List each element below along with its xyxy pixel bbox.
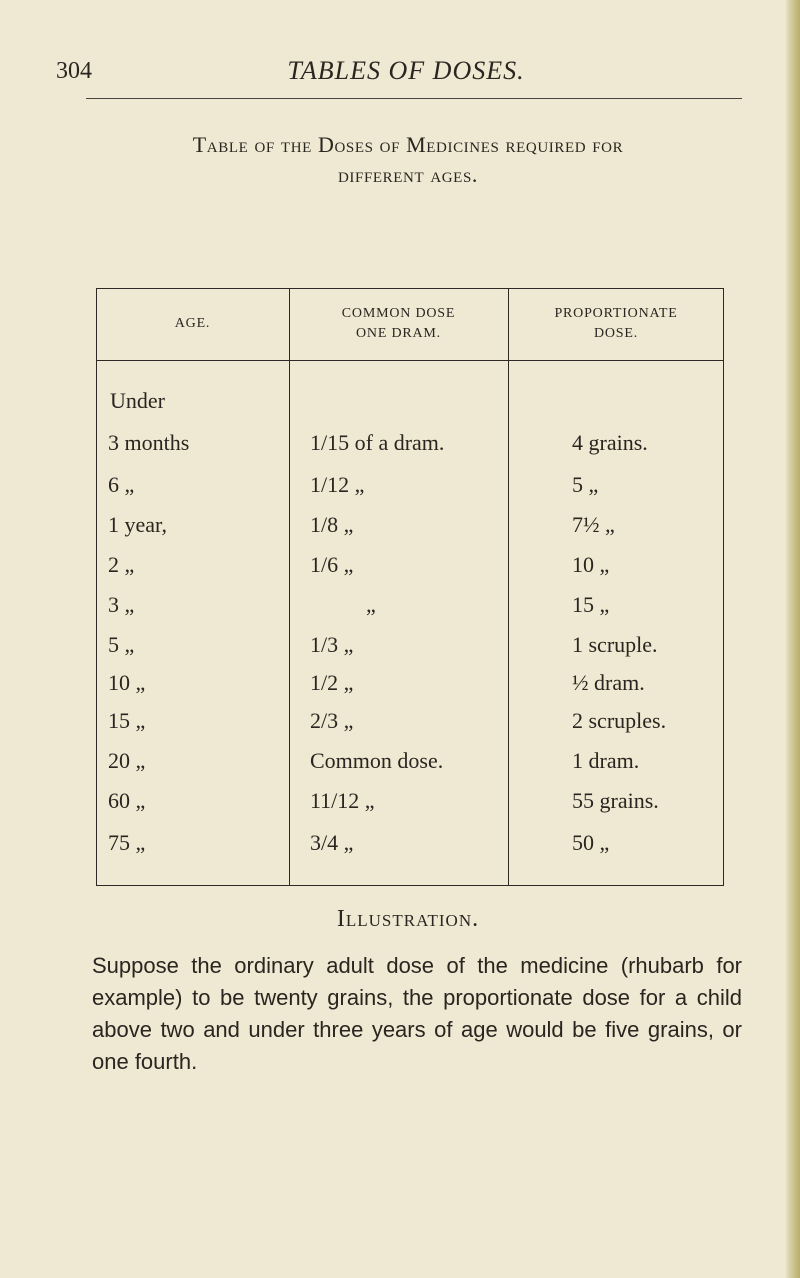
common-dose-cell: 1/15 of a dram. xyxy=(310,430,445,455)
common-dose-cell: Common dose. xyxy=(310,748,444,773)
age-cell: 60 „ xyxy=(108,788,146,813)
common-dose-cell: 11/12 „ xyxy=(310,788,375,813)
common-dose-cell: 1/8 „ xyxy=(310,512,354,537)
age-cell: 3 months xyxy=(108,430,190,455)
table-bottom-rule xyxy=(96,885,724,886)
illustration-text: Suppose the ordinary adult dose of the medicine (rhubarb for example) to be twenty grains, the proportionate dose for a child above two and under three years of age would be five grains, or one fourth. xyxy=(92,953,742,1074)
proportionate-dose-cell: 1 scruple. xyxy=(572,632,658,657)
common-dose-cell: 3/4 „ xyxy=(310,830,354,855)
dose-table xyxy=(96,288,724,886)
proportionate-dose-cell: 2 scruples. xyxy=(572,708,667,733)
page-header xyxy=(56,48,756,88)
age-cell: 2 „ xyxy=(108,552,135,577)
header-age: AGE. xyxy=(174,316,211,331)
age-cell: 6 „ xyxy=(108,472,135,497)
common-dose-cell: 1/12 „ xyxy=(310,472,365,497)
column-divider-2 xyxy=(508,288,509,886)
illustration-title: Illustration. xyxy=(336,906,480,932)
proportionate-dose-cell: ½ dram. xyxy=(572,670,645,695)
age-cell: 1 year, xyxy=(108,512,167,537)
header-common-dose: COMMON DOSE ONE DRAM. xyxy=(341,306,456,341)
table-top-rule xyxy=(96,288,724,289)
table-title xyxy=(60,130,756,190)
age-cell: 3 „ xyxy=(108,592,135,617)
common-dose-cell: 1/3 „ xyxy=(310,632,354,657)
proportionate-dose-cell: 15 „ xyxy=(572,592,610,617)
proportionate-dose-cell: 55 grains. xyxy=(572,788,659,813)
common-dose-cell: 1/6 „ xyxy=(310,552,354,577)
age-cell: Under xyxy=(110,388,165,413)
age-cell: 20 „ xyxy=(108,748,146,773)
header-rule xyxy=(86,98,742,99)
proportionate-dose-cell: 4 grains. xyxy=(572,430,648,455)
proportionate-dose-cell: 1 dram. xyxy=(572,748,640,773)
table-title-line-2: different ages. xyxy=(337,162,478,187)
proportionate-dose-cell: 10 „ xyxy=(572,552,610,577)
table-left-rule xyxy=(96,288,97,886)
running-head: TABLES OF DOSES. xyxy=(287,56,525,85)
page-edge xyxy=(786,0,800,1278)
common-dose-cell: 1/2 „ xyxy=(310,670,354,695)
proportionate-dose-cell: 5 „ xyxy=(572,472,599,497)
proportionate-dose-cell: 7½ „ xyxy=(572,512,615,537)
common-dose-cell: 2/3 „ xyxy=(310,708,354,733)
age-cell: 75 „ xyxy=(108,830,146,855)
age-cell: 15 „ xyxy=(108,708,146,733)
proportionate-dose-cell: 50 „ xyxy=(572,830,610,855)
page-number: 304 xyxy=(56,58,92,84)
header-divider xyxy=(96,360,724,361)
header-proportionate-dose: PROPORTIONATE DOSE. xyxy=(554,306,678,341)
age-cell: 5 „ xyxy=(108,632,135,657)
age-cell: 10 „ xyxy=(108,670,146,695)
common-dose-cell: „ xyxy=(366,592,376,617)
table-title-line-1: Table of the Doses of Medicines required for xyxy=(192,132,624,157)
column-divider-1 xyxy=(289,288,290,886)
table-right-rule xyxy=(723,288,724,886)
